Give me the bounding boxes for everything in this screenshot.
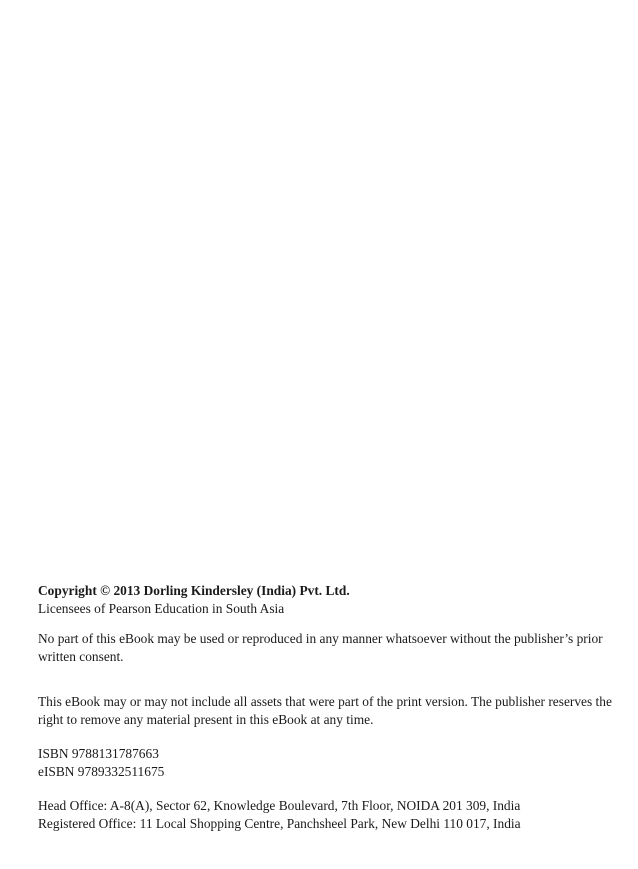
assets-line-1: This eBook may or may not include all assets that were part of the print version. The publisher reserves the	[38, 694, 612, 709]
head-office-line: Head Office: A-8(A), Sector 62, Knowledge Boulevard, 7th Floor, NOIDA 201 309, India	[38, 798, 521, 813]
copyright-title: Copyright © 2013 Dorling Kindersley (India) Pvt. Ltd.	[38, 583, 350, 598]
eisbn-line: eISBN 9789332511675	[38, 764, 165, 779]
assets-line-2: right to remove any material present in this eBook at any time.	[38, 712, 374, 727]
isbn-line: ISBN 9788131787663	[38, 746, 159, 761]
registered-office-line: Registered Office: 11 Local Shopping Centre, Panchsheel Park, New Delhi 110 017, India	[38, 816, 521, 831]
no-part-line-2: written consent.	[38, 649, 124, 664]
licensees-line: Licensees of Pearson Education in South Asia	[38, 601, 285, 616]
copyright-block	[38, 582, 618, 833]
no-part-line-1: No part of this eBook may be used or reproduced in any manner whatsoever without the publisher’s prior	[38, 631, 603, 646]
